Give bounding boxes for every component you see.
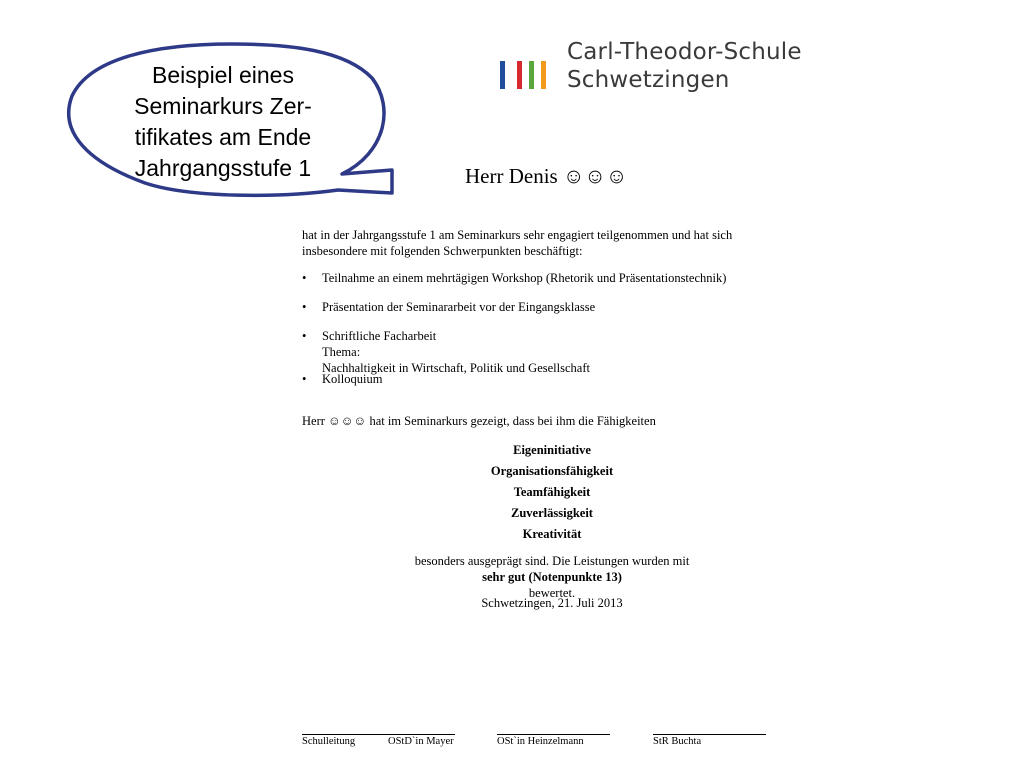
signature-role: Schulleitung [302, 736, 356, 747]
intro-line: hat in der Jahrgangsstufe 1 am Seminarkurs sehr engagiert teilgenommen und hat sich [302, 228, 733, 242]
bullet-icon: • [302, 372, 307, 386]
callout-line: Jahrgangsstufe 1 [134, 155, 312, 181]
skill-item: Zuverlässigkeit [511, 506, 593, 520]
logo-bar-orange [541, 61, 546, 89]
callout-line: Beispiel eines [152, 62, 294, 88]
skill-item: Eigeninitiative [513, 443, 591, 457]
grade: sehr gut (Notenpunkte 13) [482, 570, 622, 584]
intro-line: insbesondere mit folgenden Schwerpunkten beschäftigt: [302, 244, 583, 258]
callout-line: Seminarkurs Zer- [134, 93, 312, 119]
skills-list [402, 440, 702, 545]
logo-bar-green [529, 61, 534, 89]
skill-item: Kreativität [522, 527, 582, 541]
recipient-name: Herr Denis ☺☺☺ [465, 164, 628, 188]
logo-bar-red [517, 61, 522, 89]
grade-suffix: bewertet. [528, 586, 576, 600]
thema-value: Nachhaltigkeit in Wirtschaft, Politik und Gesellschaft [322, 361, 590, 375]
place-date: Schwetzingen, 21. Juli 2013 [481, 596, 623, 610]
logo-bar-blue [500, 61, 505, 89]
bullet-text: Teilnahme an einem mehrtägigen Workshop (Rhetorik und Präsentationstechnik) [322, 271, 727, 285]
bullet-text: Präsentation der Seminararbeit vor der Eingangsklasse [322, 300, 596, 314]
signature-name: OSt`in Heinzelmann [497, 736, 584, 747]
bullet-text-block [322, 328, 590, 376]
school-logo-text [567, 38, 802, 94]
statement: Herr ☺☺☺ hat im Seminarkurs gezeigt, dass bei ihm die Fähigkeiten [302, 414, 656, 428]
skill-item: Teamfähigkeit [513, 485, 591, 499]
signature-name: OStD`in Mayer [388, 736, 454, 747]
school-city: Schwetzingen [567, 67, 730, 93]
bullet-icon: • [302, 271, 307, 285]
signature-name: StR Buchta [653, 736, 702, 747]
bullet-text: Schriftliche Facharbeit [322, 329, 437, 343]
school-name: Carl-Theodor-Schule [567, 39, 802, 65]
closing-line: besonders ausgeprägt sind. Die Leistungen wurden mit [414, 554, 690, 568]
bullet-text: Kolloquium [322, 372, 383, 386]
callout-line: tifikates am Ende [134, 124, 312, 150]
skill-item: Organisationsfähigkeit [490, 464, 614, 478]
callout-text [92, 60, 354, 184]
signature-line [497, 734, 610, 735]
signature-line [653, 734, 766, 735]
bullet-icon: • [302, 329, 307, 343]
intro-paragraph [302, 227, 782, 259]
thema-label: Thema: [322, 345, 361, 359]
signature-line [302, 734, 455, 735]
closing-paragraph [352, 553, 752, 601]
bullet-icon: • [302, 300, 307, 314]
